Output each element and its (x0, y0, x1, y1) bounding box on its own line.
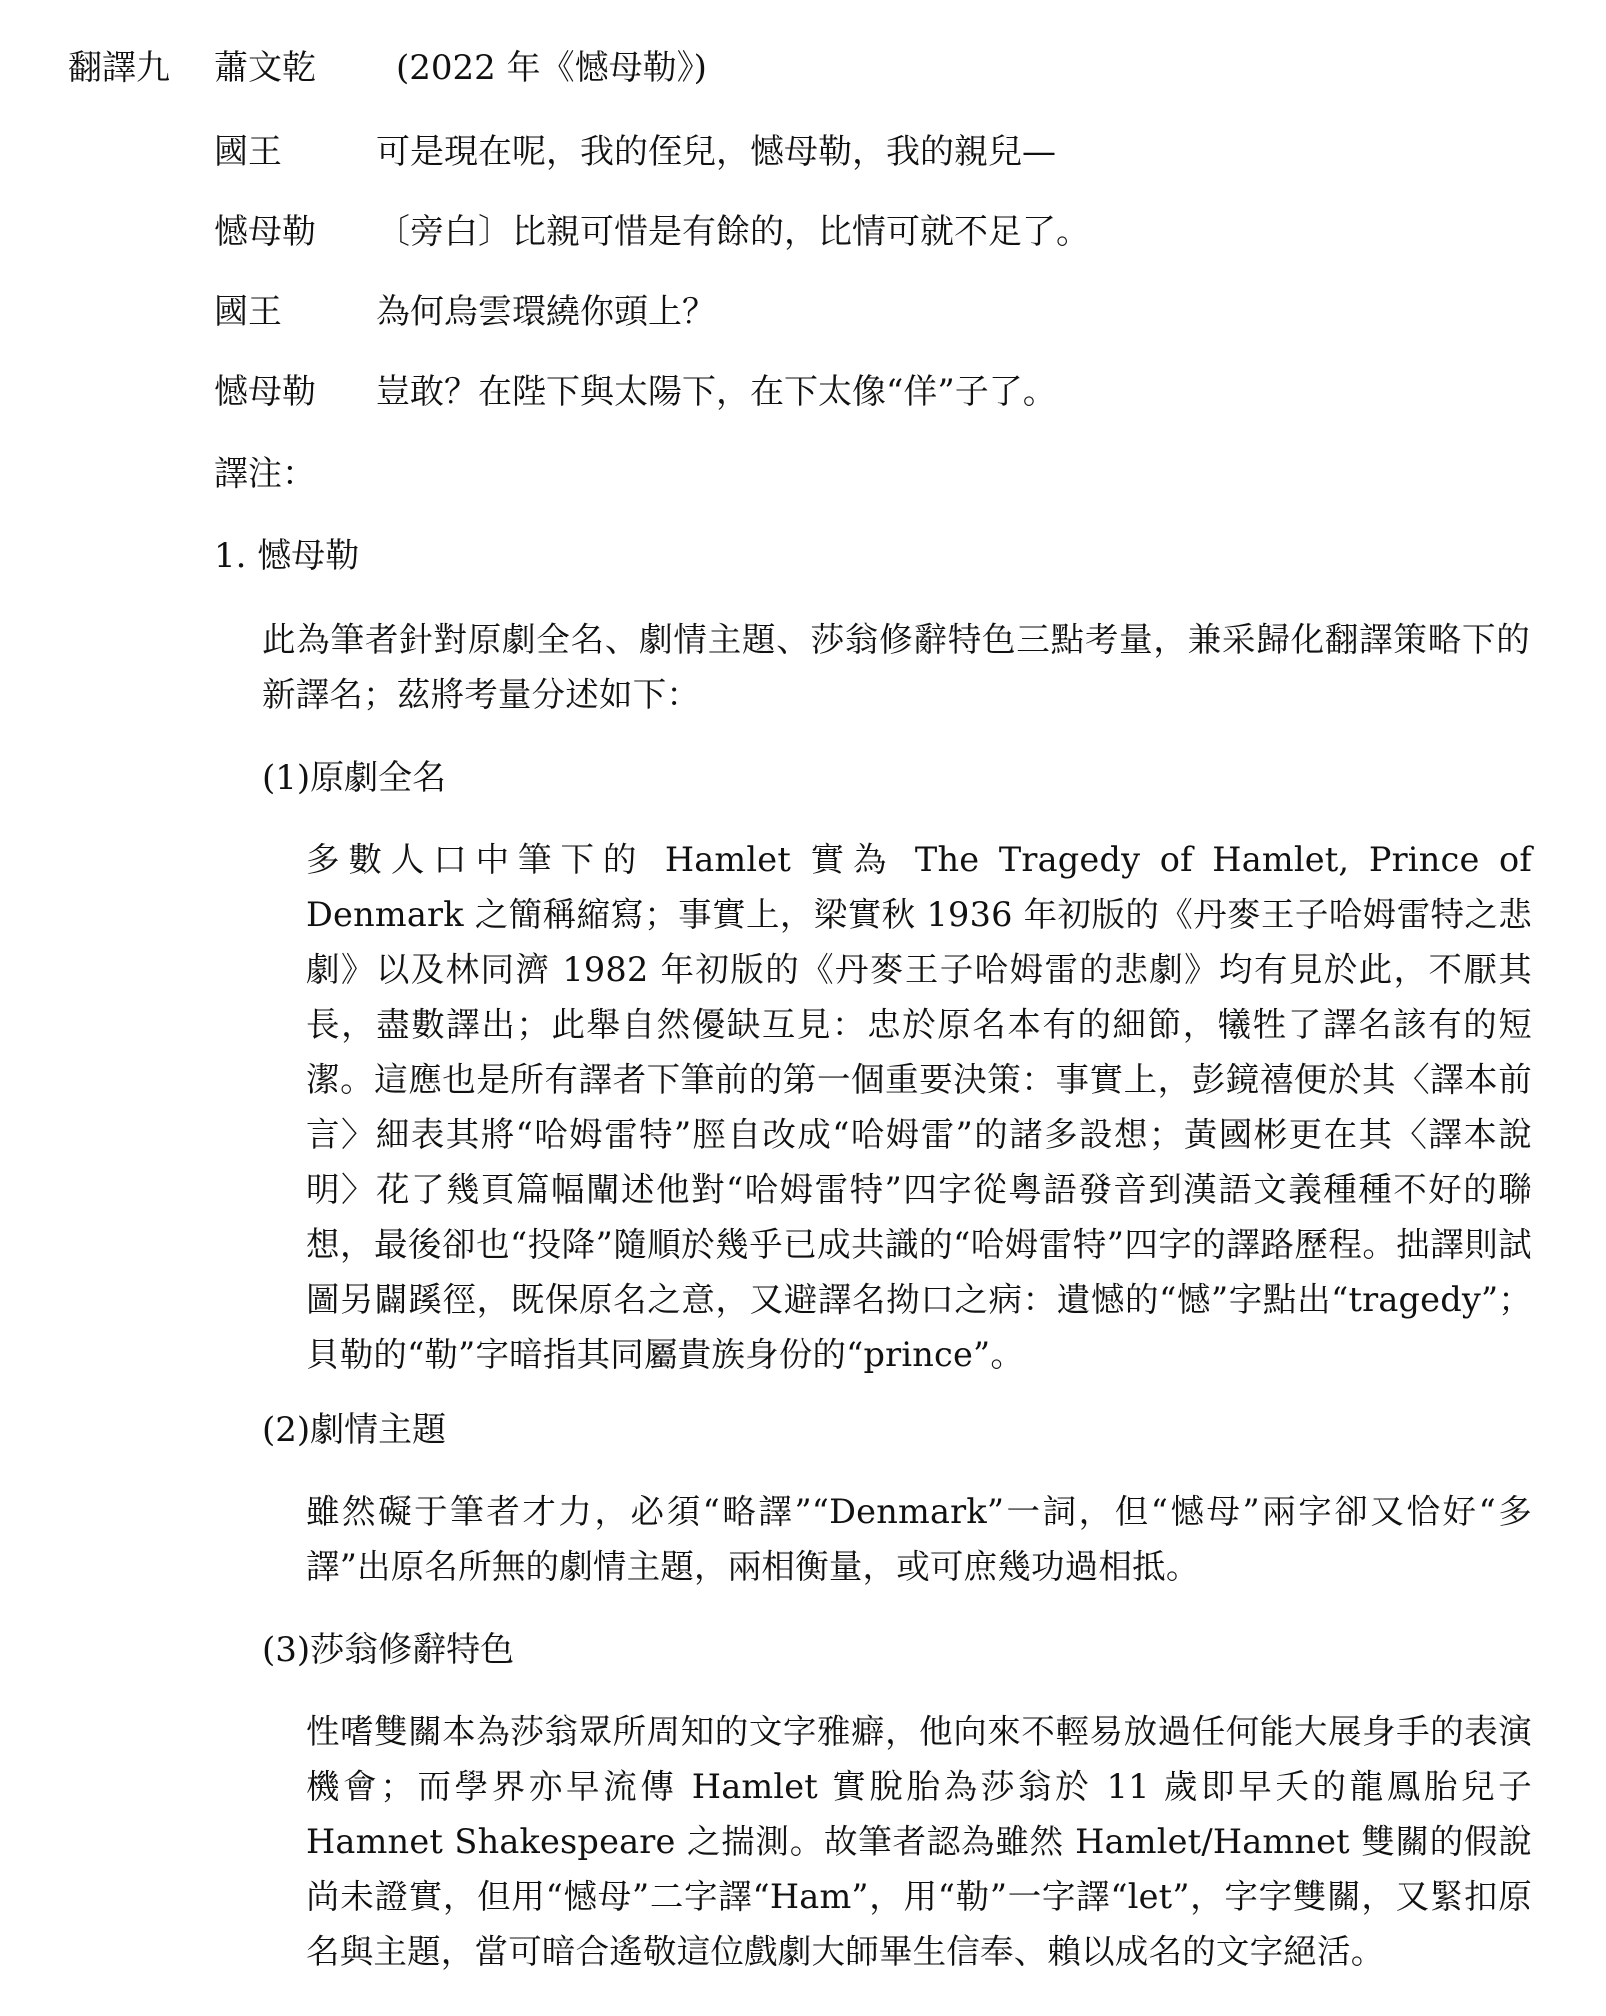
speech-text: 可是現在呢，我的侄兒，憾母勒，我的親兒— (376, 132, 1056, 172)
translator-name: 蕭文乾 (214, 48, 316, 88)
speech-text: 〔旁白〕比親可惜是有餘的，比情可就不足了。 (376, 212, 1090, 252)
dialogue-line (214, 204, 1534, 260)
note-intro-paragraph: 此為筆者針對原劇全名、劇情主題、莎翁修辭特色三點考量，兼采歸化翻譯策略下的新譯名；茲將考量分述如下： (262, 620, 1530, 714)
note-title: 1. 憾母勒 (214, 536, 360, 576)
section-paragraph: 多數人口中筆下的 Hamlet 實為 The Tragedy of Hamlet, Prince of Denmark 之簡稱縮寫；事實上，梁實秋 1936 年初版的《丹麥王子哈姆雷特之悲劇》以及林同濟 1982 年初版的《丹麥王子哈姆雷的悲劇》均有見於此，不厭其長，盡數譯出；此舉自然優缺互見：忠於原名本有的細節，犧牲了譯名該有的短潔。這應也是所有譯者下筆前的第一個重要決策：事實上，彭鏡禧便於其〈譯本前言〉細表其將“哈姆雷特”脛自改成“哈姆雷”的諸多設想；黃國彬更在其〈譯本說明〉花了幾頁篇幅闡述他對“哈姆雷特”四字從粵語發音到漢語文義種種不好的聯想，最後卻也“投降”隨順於幾乎已成共識的“哈姆雷特”四字的譯路歷程。拙譯則試圖另闢蹊徑，既保原名之意，又避譯名拗口之病：遺憾的“憾”字點出“tragedy”；貝勒的“勒”字暗指其同屬貴族身份的“prince”。 (306, 840, 1532, 1374)
speech-text: 豈敢？在陛下與太陽下，在下太像“佯”子了。 (376, 372, 1057, 412)
section-heading: (3)莎翁修辭特色 (262, 1630, 515, 1670)
section-paragraph: 性嗜雙關本為莎翁眾所周知的文字雅癖，他向來不輕易放過任何能大展身手的表演機會；而學界亦早流傳 Hamlet 實脫胎為莎翁於 11 歲即早夭的龍鳳胎兒子 Hamnet Shakespeare 之揣測。故筆者認為雖然 Hamlet/Hamnet 雙關的假說尚未證實，但用“憾母”二字譯“Ham”，用“勒”一字譯“let”，字字雙關，又緊扣原名與主題，當可暗合遙敬這位戲劇大師畢生信奉、賴以成名的文字絕活。 (306, 1712, 1532, 1971)
work-reference: (2022 年《憾母勒》) (396, 48, 707, 88)
notes-label: 譯注： (214, 454, 316, 494)
dialogue-line (214, 284, 1534, 340)
speaker-name: 憾母勒 (214, 212, 316, 252)
speech-text: 為何烏雲環繞你頭上？ (376, 292, 716, 332)
speaker-name: 憾母勒 (214, 372, 316, 412)
dialogue-line (214, 364, 1534, 420)
section-heading: (1)原劇全名 (262, 758, 447, 798)
dialogue-line (214, 124, 1534, 180)
speaker-name: 國王 (214, 132, 282, 172)
section-paragraph: 雖然礙于筆者才力，必須“略譯”“Denmark”一詞，但“憾母”兩字卻又恰好“多譯”出原名所無的劇情主題，兩相衡量，或可庶幾功過相抵。 (306, 1492, 1532, 1586)
speaker-name: 國王 (214, 292, 282, 332)
section-heading: (2)劇情主題 (262, 1410, 447, 1450)
translation-number: 翻譯九 (68, 48, 170, 88)
translation-header (68, 40, 707, 96)
